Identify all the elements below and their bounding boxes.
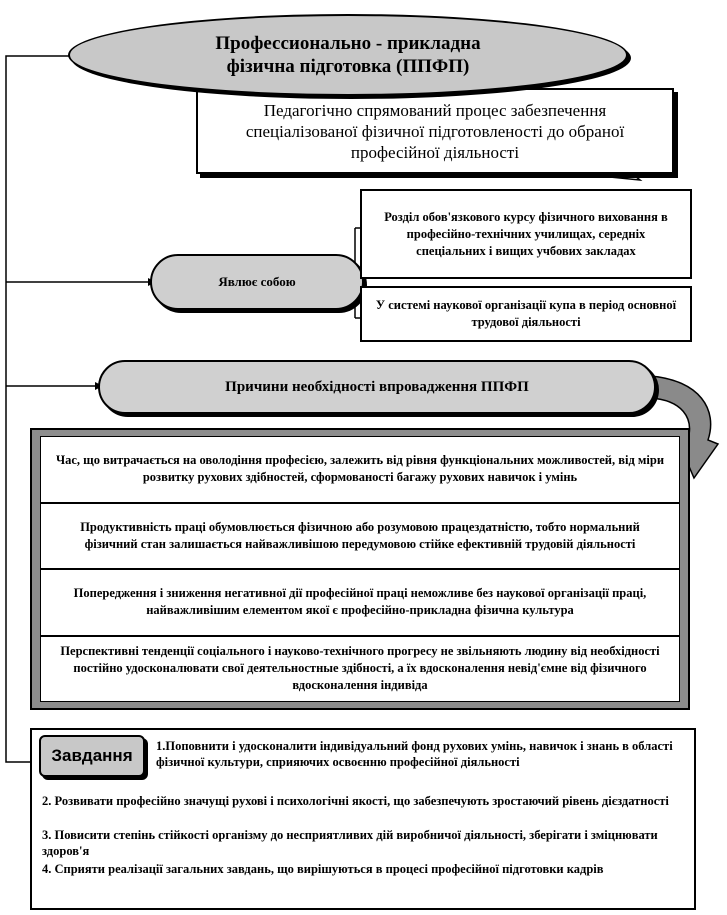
represents-item-2: [360, 286, 692, 342]
represents-item-1: [360, 189, 692, 279]
reasons-label: Причини необхідності впровадження ППФП: [225, 378, 529, 395]
definition-box: [196, 88, 674, 174]
definition-text: Педагогічно спрямований процес забезпечення спеціалізованої фізичної підготовленості до обраної професійної діяльності: [245, 100, 625, 162]
represents-item-2-text: У системі наукової організації купа в період основної трудової діяльності: [375, 298, 677, 329]
task-item-4: 4. Сприяти реалізації загальних завдань, що вирішуються в процесі професійної підготовки кадрів: [42, 862, 604, 876]
reason-item-1: Час, що витрачається на оволодіння професією, залежить від рівня функціональних можливостей, від міри розвитку рухових здібностей, сформованості багажу рухових навичок і умінь: [41, 437, 679, 504]
represents-label: Явлює собою: [218, 274, 296, 289]
represents-item-1-text: Розділ обов'язкового курсу фізичного виховання в професійно-технічних училищах, середніх спеціальних і вищих учбових закладах: [384, 209, 668, 258]
tasks-badge: [39, 735, 145, 777]
task-item-1: 1.Поповнити і удосконалити індивідуальний фонд рухових умінь, навичок і знань в області фізичної культури, сприяючих освоєнню професійної діяльності: [156, 739, 673, 769]
reason-item-3: Попередження і зниження негативної дії професійної праці неможливе без наукової організації праці, найважливішим елементом якої є професійно-прикладна фізична культура: [41, 570, 679, 637]
task-item-3: 3. Повисити степінь стійкості організму до несприятливих дій виробничої діяльності, зберігати і зміцнювати здоров'я: [42, 828, 658, 858]
task-item-2: 2. Розвивати професійно значущі рухові і психологічні якості, що забезпечують зростаючий рівень дієздатності: [42, 794, 669, 808]
represents-pill: [150, 254, 364, 310]
reasons-panel: [30, 428, 690, 710]
reasons-pill: [98, 360, 656, 414]
reason-item-4: Перспективні тенденції соціального і науково-технічного прогресу не звільняють людину від необхідності постійно удосконалювати свої деятельностные здібності, а їх вдосконалення невід'ємне від фізичного вдосконалення індивіда: [60, 644, 660, 693]
title-line-2: фізична підготовка (ППФП): [226, 56, 470, 77]
reason-item-2: Продуктивність праці обумовлюється фізичною або розумовою працездатністю, тобто нормальний фізичний стан залишається найважливішою передумовою стійке ефективній трудовій діяльності: [41, 504, 679, 571]
tasks-label: Завдання: [51, 746, 133, 765]
title-ellipse: [68, 14, 628, 96]
title-line-1: Професcионально - прикладна: [215, 33, 481, 54]
